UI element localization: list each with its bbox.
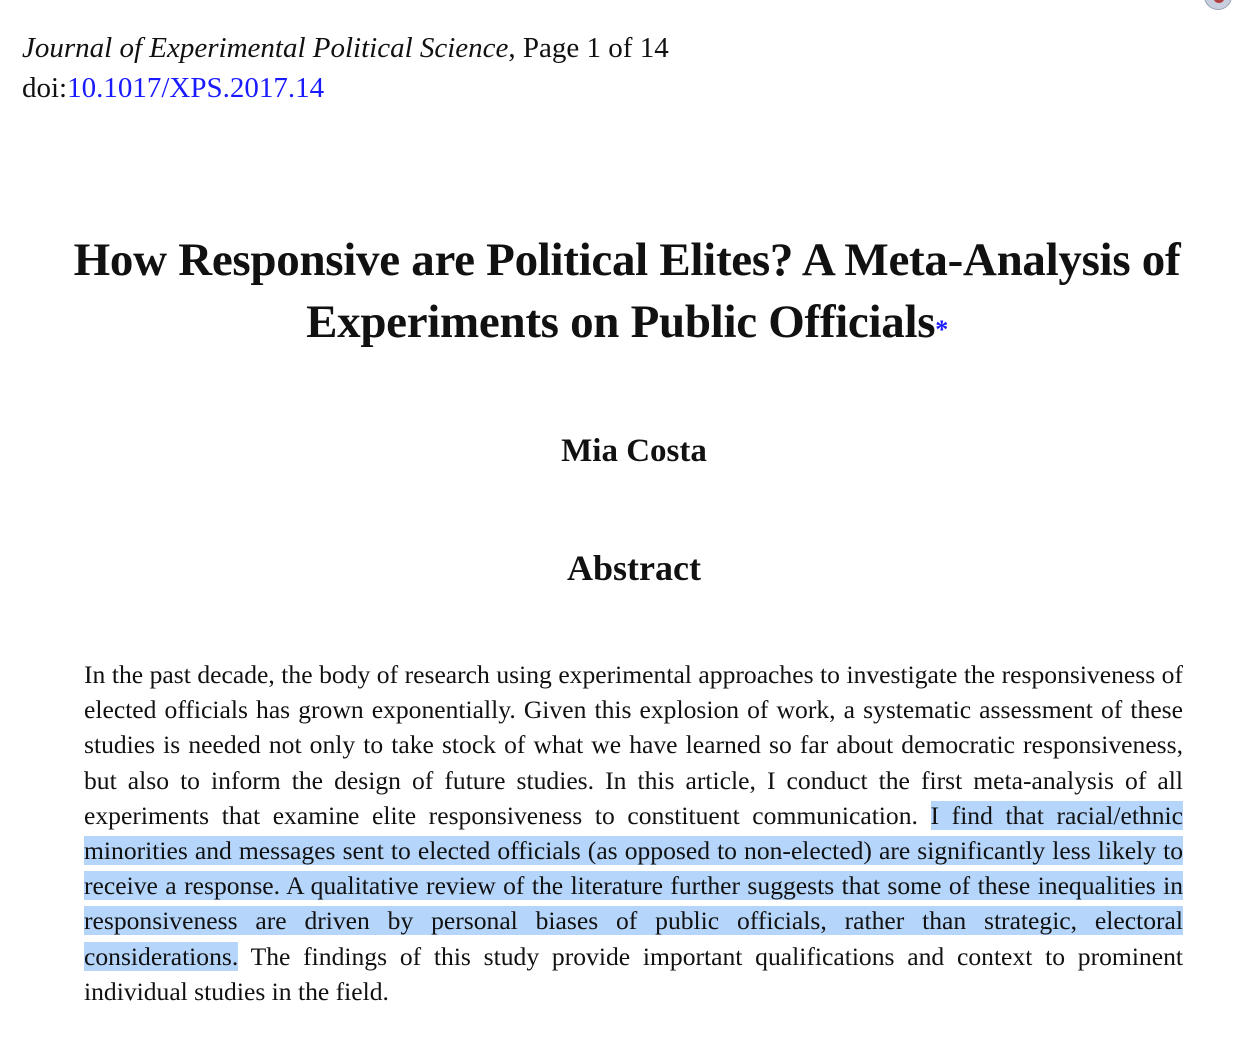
page-info: , Page 1 of 14 [508,32,669,64]
title-text: How Responsive are Political Elites? A Meta-Analysis of Experiments on Public Officials [73,234,1181,348]
abstract-heading: Abstract [567,548,701,588]
abstract-text-after: The findings of this study provide important qualifications and context to prominent individual studies in the field. [84,941,1183,1006]
app-icon[interactable] [1204,0,1232,10]
abstract-body [84,657,1183,1009]
doi-link[interactable]: 10.1017/XPS.2017.14 [67,72,325,104]
abstract-text-before: In the past decade, the body of research using experimental approaches to investigate the responsiveness of elected officials has grown exponentially. Given this explosion of work, a systematic assessment of these studies is needed not only to take stock of what we have learned so far about democratic responsiveness, but also to inform the design of future studies. In this article, I conduct the first meta-analysis of all experiments that examine elite responsiveness to constituent communication. [84,660,1183,830]
doi-prefix: doi: [22,72,68,104]
doi-line [22,68,669,108]
abstract-highlighted-selection[interactable]: I find that racial/ethnic minorities and messages sent to elected officials (as opposed to non-elected) are significantly less likely to receive a response. A qualitative review of the literature further suggests that some of these inequalities in responsiveness are driven by personal biases of public officials, rather than strategic, electoral considerations. [84,800,1183,971]
author-name: Mia Costa [561,433,707,469]
title-footnote-link[interactable]: * [935,315,948,344]
journal-name: Journal of Experimental Political Science [22,32,509,64]
paper-title [40,229,1214,353]
journal-line [22,28,669,68]
journal-header [22,28,669,108]
